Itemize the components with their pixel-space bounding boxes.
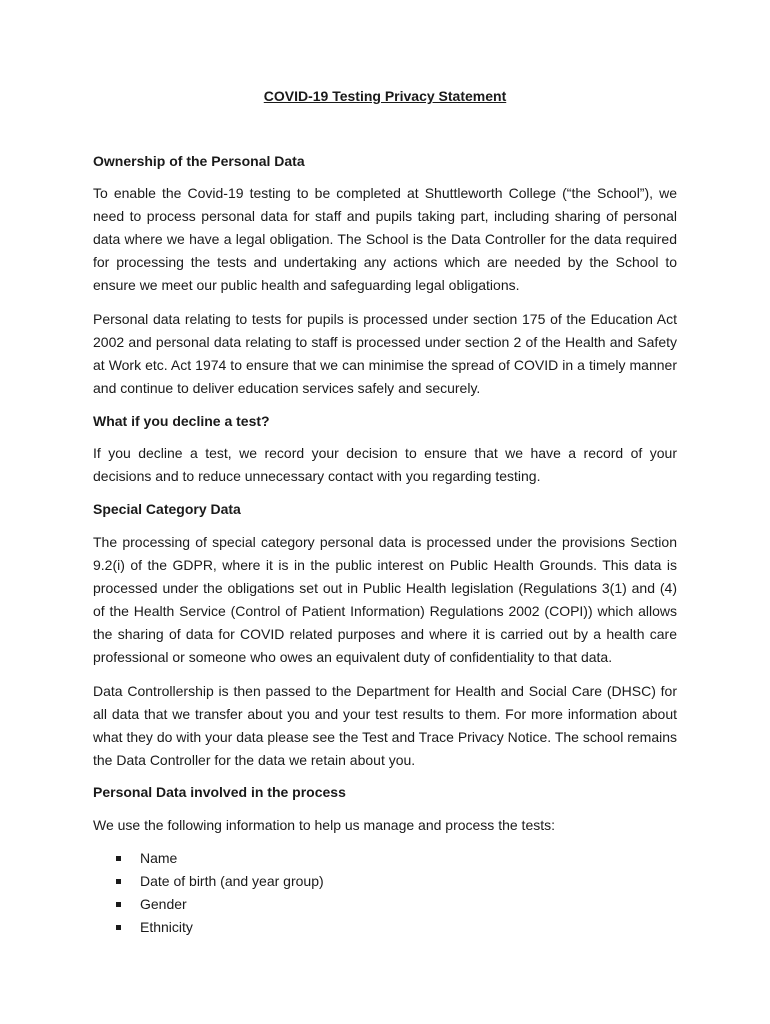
bullet-square-icon	[116, 902, 121, 907]
paragraph-special-category-2: Data Controllership is then passed to the Department for Health and Social Care (DHSC) for all data that we transfer about you and your test results to them. For more information about what they do with your data please see the Test and Trace Privacy Notice. The school remains the Data Controller for the data we retain about you.	[93, 683, 677, 768]
list-item-label: Name	[140, 850, 178, 866]
paragraph-personal-data-1: We use the following information to help us manage and process the tests:	[93, 817, 556, 833]
paragraph-special-category-1: The processing of special category personal data is processed under the provisions Section 9.2(i) of the GDPR, where it is in the public interest on Public Health Grounds. This data is processed under the obligations set out in Public Health legislation (Regulations 3(1) and (4) of the Health Service (Control of Patient Information) Regulations 2002 (COPI)) which allows the sharing of data for COVID related purposes and where it is carried out by a health care professional or someone who owes an equivalent duty of confidentiality to that data.	[93, 534, 677, 665]
bullet-square-icon	[116, 879, 121, 884]
section-heading-ownership: Ownership of the Personal Data	[93, 153, 305, 169]
bullet-square-icon	[116, 925, 121, 930]
list-item	[93, 916, 677, 939]
document-title: COVID-19 Testing Privacy Statement	[263, 88, 507, 104]
list-item-label: Gender	[140, 896, 187, 912]
bullet-square-icon	[116, 856, 121, 861]
section-heading-personal-data: Personal Data involved in the process	[93, 784, 346, 800]
paragraph-ownership-1: To enable the Covid-19 testing to be completed at Shuttleworth College (“the School”), we need to process personal data for staff and pupils taking part, including sharing of personal data where we have a legal obligation. The School is the Data Controller for the data required for processing the tests and undertaking any actions which are needed by the School to ensure we meet our public health and safeguarding legal obligations.	[93, 185, 677, 293]
list-item-label: Ethnicity	[140, 919, 193, 935]
list-item	[93, 870, 677, 893]
section-heading-special-category: Special Category Data	[93, 501, 241, 517]
section-heading-decline: What if you decline a test?	[93, 413, 270, 429]
paragraph-decline-1: If you decline a test, we record your decision to ensure that we have a record of your decisions and to reduce unnecessary contact with you regarding testing.	[93, 445, 677, 484]
list-item	[93, 847, 677, 870]
list-item	[93, 893, 677, 916]
personal-data-list	[93, 847, 677, 939]
paragraph-ownership-2: Personal data relating to tests for pupils is processed under section 175 of the Education Act 2002 and personal data relating to staff is processed under section 2 of the Health and Safety at Work etc. Act 1974 to ensure that we can minimise the spread of COVID in a timely manner and continue to deliver education services safely and securely.	[93, 311, 677, 396]
list-item-label: Date of birth (and year group)	[140, 873, 324, 889]
